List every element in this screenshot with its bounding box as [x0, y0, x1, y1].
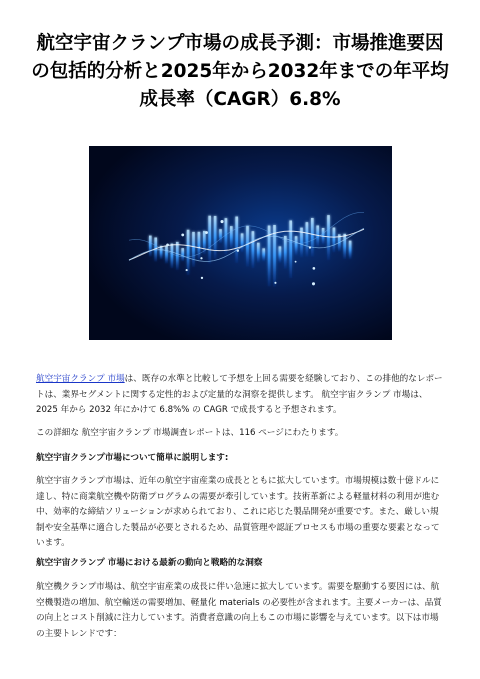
sparkle-dot	[274, 282, 276, 284]
report-pages-text: この詳細な 航空宇宙クランプ 市場調査レポートは、116 ページにわたります。	[36, 428, 344, 438]
glow-bar	[295, 236, 298, 255]
section-paragraph-trends: 航空機クランプ市場は、航空宇宙産業の成長に伴い急速に拡大しています。需要を駆動する要因には、航空機製造の増加、航空輸送の需要増加、軽量化 materials の必要性が含まれます。主要メーカーは、品質の向上とコスト削減に注力しています。消費者意識の向上もこの市場に影響を与えています。以下は市場の主要トレンドです：	[36, 582, 442, 639]
sparkle-dot	[186, 269, 188, 271]
glow-bar	[246, 226, 249, 267]
glow-bar	[225, 218, 228, 254]
glow-bar	[257, 243, 260, 263]
glow-bar	[333, 228, 336, 253]
section-heading-trends: 航空宇宙クランプ 市場における最新の動向と戦略的な洞察	[36, 558, 263, 568]
glow-bar	[311, 218, 314, 256]
sparkle-dot	[309, 246, 311, 248]
sparkle-dot	[220, 220, 223, 223]
glow-bar	[235, 217, 238, 263]
glow-bar	[306, 222, 309, 256]
glow-bar	[262, 248, 265, 261]
sparkle-dot	[200, 257, 202, 259]
glow-bar	[327, 215, 330, 260]
glow-bar	[198, 232, 201, 260]
glow-bar	[208, 216, 211, 264]
intro-paragraph	[36, 372, 446, 419]
glow-bar	[171, 244, 174, 268]
glow-bar	[230, 226, 233, 249]
section-paragraph-overview: 航空宇宙クランプ市場は、近年の航空宇宙産業の成長とともに拡大しています。市場規模は数十億ドルに達し、特に商業航空機や防衛プログラムの需要が牽引しています。技術革新による軽量材料の利用が進む中、効率的な締結ソリューションが求められており、これに応じた製品開発が重要です。また、厳しい規制や安全基準に適合した製品が必要とされるため、品質管理や認証プロセスも市場の重要な要素となっています。	[36, 476, 440, 548]
glow-bar	[192, 232, 195, 267]
glow-bar	[252, 231, 255, 268]
glow-bar	[149, 236, 152, 257]
hero-image	[89, 146, 392, 340]
sparkle-dot	[312, 282, 315, 285]
glow-bar	[343, 234, 346, 259]
sparkle-dot	[181, 234, 184, 237]
sparkle-dot	[201, 277, 203, 279]
intro-text: は、既存の水準と比較して予想を上回る需要を経験しており、この排他的なレポートは、業界セグメントに関する定性的および定量的な洞察を提供します。 航空宇宙クランプ 市場は、2025 年から 2032 年にかけて 6.8%% の CAGR で成長すると予想されます。	[36, 374, 443, 415]
glow-bar	[349, 241, 352, 259]
sparkle-dot	[205, 231, 208, 234]
glow-bar	[316, 225, 319, 246]
sparkle-dot	[198, 247, 200, 249]
glow-bar	[165, 246, 168, 263]
glow-bar	[289, 220, 292, 277]
page-title: 航空宇宙クランプ市場の成長予測：市場推進要因の包括的分析と2025年から2032年までの年平均成長率（CAGR）6.8%	[31, 33, 449, 110]
market-link[interactable]: 航空宇宙クランプ 市場	[36, 374, 125, 384]
glow-bar	[241, 233, 244, 252]
sparkle-dot	[313, 267, 316, 270]
glow-bar	[279, 246, 282, 262]
glow-bar	[214, 216, 217, 259]
section-heading-overview: 航空宇宙クランプ市場について簡単に説明します:	[36, 453, 229, 463]
sparkle-dot	[166, 244, 169, 247]
glow-bar	[219, 229, 222, 243]
glow-bar	[187, 230, 190, 275]
sparkle-dot	[237, 250, 239, 252]
sparkle-dot	[295, 261, 297, 263]
glow-bar	[181, 248, 184, 261]
